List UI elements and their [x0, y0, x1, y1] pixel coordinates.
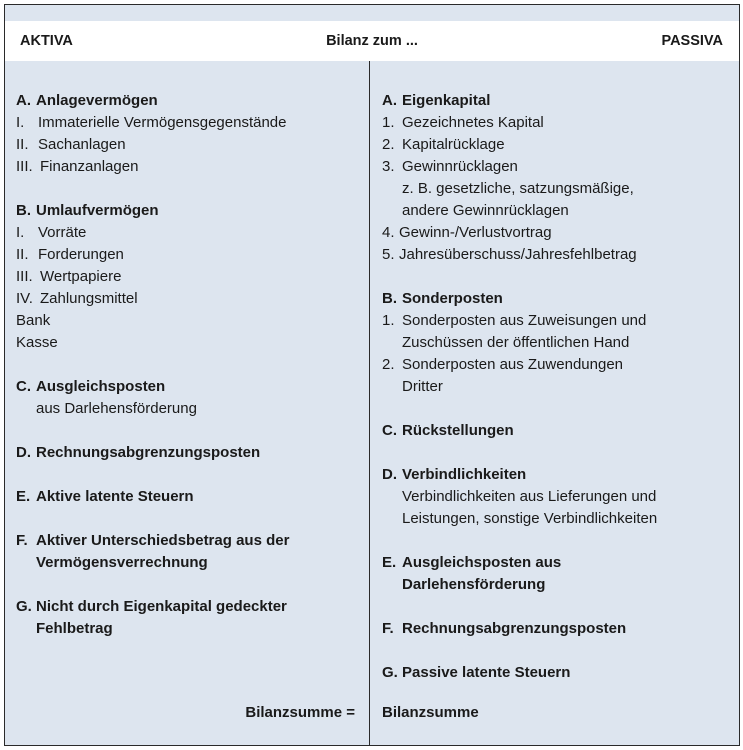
section-label-line2: Vermögensverrechnung	[36, 554, 208, 571]
section-title	[382, 288, 727, 310]
passiva-section-b	[382, 288, 727, 398]
item-text: Jahresüberschuss/Jahresfehlbetrag	[399, 246, 637, 263]
table-header	[5, 21, 739, 61]
section-title	[382, 464, 727, 486]
aktiva-section-a	[16, 90, 356, 178]
header-passiva: PASSIVA	[661, 33, 723, 49]
item-number: 1.	[382, 114, 395, 131]
section-label-line2: Darlehensförderung	[402, 576, 546, 593]
item-number: 2.	[382, 136, 395, 153]
list-item	[382, 222, 727, 244]
list-item	[16, 112, 356, 134]
list-item	[16, 156, 356, 178]
aktiva-section-b	[16, 200, 356, 354]
passiva-section-d	[382, 464, 727, 530]
section-label-line2: Fehlbetrag	[36, 620, 113, 637]
item-text: Gewinn-/Verlustvortrag	[399, 224, 552, 241]
list-item	[382, 112, 727, 134]
list-item	[382, 134, 727, 156]
section-letter: B.	[16, 202, 31, 219]
aktiva-total-label: Bilanzsumme =	[245, 704, 355, 721]
section-label: Verbindlichkeiten	[402, 466, 527, 483]
section-title	[382, 420, 727, 442]
item-number: I.	[16, 114, 25, 131]
section-letter: C.	[382, 422, 397, 439]
item-number: II.	[16, 246, 29, 263]
section-title	[382, 90, 727, 112]
list-item	[16, 244, 356, 266]
passiva-section-e	[382, 552, 727, 596]
column-divider	[369, 61, 370, 745]
item-text: Zahlungsmittel	[40, 290, 138, 307]
section-label: Umlaufvermögen	[36, 202, 159, 219]
section-label: Anlagevermögen	[36, 92, 158, 109]
list-item	[382, 310, 727, 332]
item-subtext: Zuschüssen der öffentlichen Hand	[402, 334, 630, 351]
section-title	[16, 486, 356, 508]
section-label: Aktive latente Steuern	[36, 488, 194, 505]
aktiva-section-c	[16, 376, 356, 420]
section-label: Ausgleichsposten aus	[402, 554, 562, 571]
aktiva-column	[16, 90, 356, 662]
list-item	[16, 288, 356, 310]
section-letter: B.	[382, 290, 397, 307]
section-letter: D.	[382, 466, 397, 483]
section-title	[16, 90, 356, 112]
section-label: Passive latente Steuern	[402, 664, 571, 681]
item-number: 2.	[382, 356, 395, 373]
aktiva-section-f	[16, 530, 356, 574]
top-band	[5, 5, 739, 21]
item-number: 4.	[382, 224, 395, 241]
section-title	[16, 530, 356, 552]
item-text: Kapitalrücklage	[402, 136, 505, 153]
section-subtext: Leistungen, sonstige Verbindlichkeiten	[402, 510, 658, 527]
item-number: 1.	[382, 312, 395, 329]
item-text: Immaterielle Vermögensgegenstände	[38, 114, 287, 131]
section-letter: F.	[16, 532, 28, 549]
list-item	[382, 354, 727, 376]
item-text: Wertpapiere	[40, 268, 122, 285]
passiva-column	[382, 90, 727, 706]
aktiva-section-e	[16, 486, 356, 508]
section-label: Rechnungsabgrenzungsposten	[36, 444, 261, 461]
section-subtext: aus Darlehensförderung	[36, 400, 197, 417]
item-number: III.	[16, 268, 33, 285]
list-item	[382, 244, 727, 266]
item-text: Gewinnrücklagen	[402, 158, 518, 175]
section-letter: E.	[382, 554, 397, 571]
header-title: Bilanz zum ...	[326, 33, 418, 49]
section-subtext: Verbindlichkeiten aus Lieferungen und	[402, 488, 657, 505]
item-text: Finanzanlagen	[40, 158, 139, 175]
item-number: I.	[16, 224, 25, 241]
item-subtext: Dritter	[402, 378, 443, 395]
section-letter: D.	[16, 444, 31, 461]
item-subtext: z. B. gesetzliche, satzungsmäßige,	[402, 180, 634, 197]
section-letter: G.	[16, 598, 32, 615]
section-label: Nicht durch Eigenkapital gedeckter	[36, 598, 287, 615]
section-title	[16, 442, 356, 464]
item-text: Gezeichnetes Kapital	[402, 114, 544, 131]
passiva-section-g	[382, 662, 727, 684]
section-label: Rechnungsabgrenzungsposten	[402, 620, 627, 637]
section-letter: A.	[16, 92, 31, 109]
section-title	[16, 596, 356, 618]
section-label: Ausgleichsposten	[36, 378, 166, 395]
item-text: Forderungen	[38, 246, 124, 263]
section-label: Aktiver Unterschiedsbetrag aus der	[36, 532, 290, 549]
item-number: II.	[16, 136, 29, 153]
item-number: 5.	[382, 246, 395, 263]
list-item: Bank	[16, 312, 51, 329]
aktiva-section-d	[16, 442, 356, 464]
section-title	[382, 618, 727, 640]
list-item	[16, 134, 356, 156]
list-item	[382, 156, 727, 178]
item-number: IV.	[16, 290, 33, 307]
header-aktiva: AKTIVA	[20, 33, 73, 49]
section-label: Sonderposten	[402, 290, 503, 307]
item-text: Sonderposten aus Zuwendungen	[402, 356, 624, 373]
section-title	[16, 376, 356, 398]
section-letter: G.	[382, 664, 398, 681]
section-title	[382, 662, 727, 684]
item-subtext: andere Gewinnrücklagen	[402, 202, 569, 219]
aktiva-section-g	[16, 596, 356, 640]
section-title	[16, 200, 356, 222]
item-number: III.	[16, 158, 33, 175]
passiva-section-f	[382, 618, 727, 640]
list-item: Kasse	[16, 334, 58, 351]
section-letter: A.	[382, 92, 397, 109]
item-number: 3.	[382, 158, 395, 175]
list-item	[16, 222, 356, 244]
section-letter: F.	[382, 620, 394, 637]
passiva-total-label: Bilanzsumme	[382, 704, 479, 721]
item-text: Sonderposten aus Zuweisungen und	[402, 312, 647, 329]
section-label: Rückstellungen	[402, 422, 514, 439]
item-text: Vorräte	[38, 224, 87, 241]
passiva-section-c	[382, 420, 727, 442]
passiva-section-a	[382, 90, 727, 266]
section-title	[382, 552, 727, 574]
section-letter: E.	[16, 488, 31, 505]
item-text: Sachanlagen	[38, 136, 126, 153]
section-label: Eigenkapital	[402, 92, 491, 109]
section-letter: C.	[16, 378, 31, 395]
list-item	[16, 266, 356, 288]
